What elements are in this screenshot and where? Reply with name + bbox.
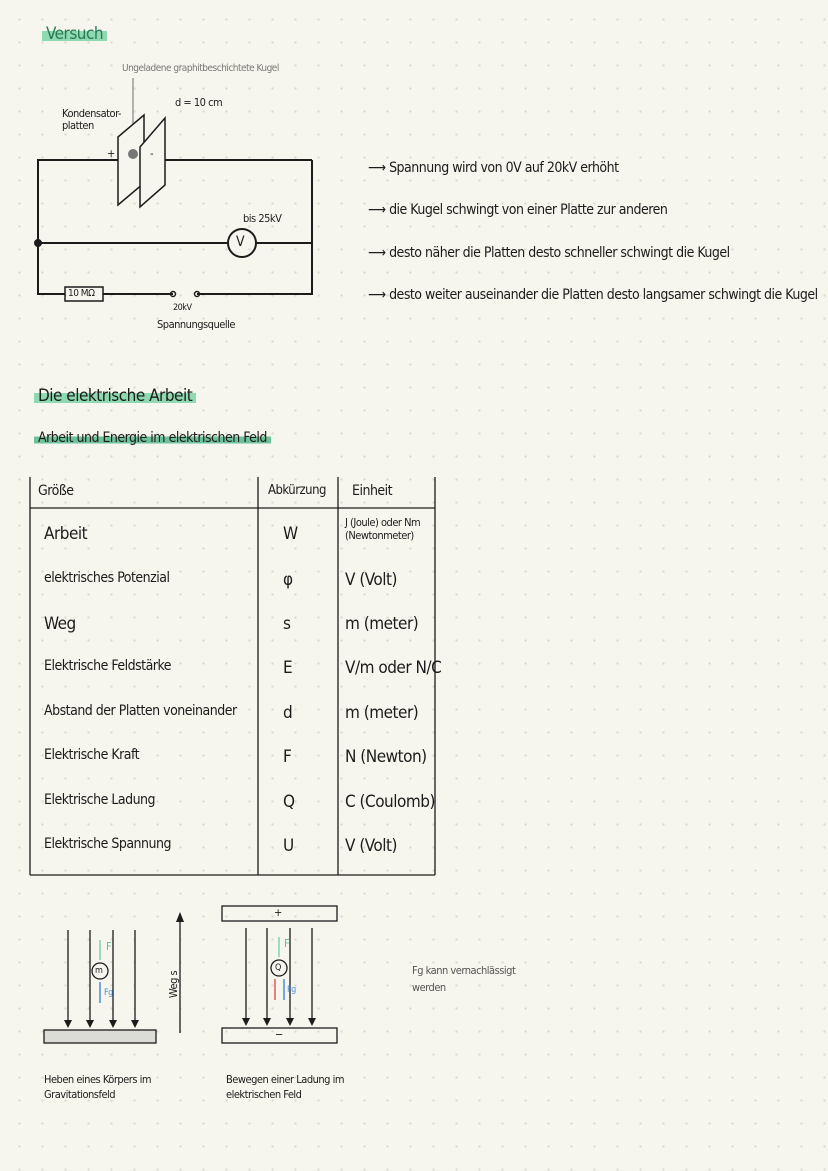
plus-sign: + (107, 147, 115, 160)
symbol-cell: φ (283, 570, 293, 590)
source-voltage: 20kV (173, 303, 192, 313)
quantity-cell: Elektrische Kraft (44, 747, 140, 763)
quantity-cell: Elektrische Ladung (44, 792, 156, 808)
quantity-cell: elektrisches Potenzial (44, 570, 170, 586)
header-cell: Abkürzung (268, 483, 326, 498)
note-item: ⟶ desto näher die Platten desto schneller schwingt die Kugel (368, 245, 730, 261)
section-title: Die elektrische Arbeit (34, 386, 196, 406)
title: Versuch (42, 24, 107, 44)
gravity-label: Fg (104, 988, 113, 998)
minus-sign: - (150, 147, 154, 160)
unit-cell: C (Coulomb) (345, 792, 435, 812)
quantity-cell: Arbeit (44, 524, 88, 544)
unit-cell: N (Newton) (345, 747, 427, 767)
unit-cell: V (Volt) (345, 570, 397, 590)
voltmeter-range: bis 25kV (243, 212, 282, 225)
note-item: ⟶ desto weiter auseinander die Platten desto langsamer schwingt die Kugel (368, 287, 818, 303)
symbol-cell: F (283, 747, 292, 767)
symbol-cell: d (283, 703, 293, 723)
symbol-cell: Q (283, 792, 295, 812)
weg-label: Weg s (167, 970, 181, 999)
ball-icon (128, 149, 138, 159)
charge-label: Q (275, 963, 281, 973)
symbol-cell: U (283, 836, 294, 856)
symbol-cell: E (283, 658, 293, 678)
plus-plate-label: + (274, 906, 282, 919)
mass-label: m (95, 966, 103, 976)
resistor-label: 10 MΩ (68, 288, 95, 299)
ball-label: Ungeladene graphitbeschichtete Kugel (122, 63, 279, 74)
distance-label: d = 10 cm (175, 96, 223, 109)
left-caption: Heben eines Körpers im Gravitationsfeld (44, 1073, 152, 1101)
fg-note: Fg kann vernachlässigt werden (412, 964, 516, 994)
quantity-cell: Elektrische Feldstärke (44, 658, 172, 674)
symbol-cell: s (283, 614, 291, 634)
minus-plate-label: − (275, 1028, 283, 1041)
unit-cell: J (Joule) oder Nm (Newtonmeter) (345, 516, 421, 542)
quantity-cell: Elektrische Spannung (44, 836, 171, 852)
force-label: F (106, 940, 112, 953)
note-item: ⟶ Spannung wird von 0V auf 20kV erhöht (368, 160, 619, 176)
force-label: F (284, 937, 290, 950)
subsection-title: Arbeit und Energie im elektrischen Feld (34, 430, 271, 446)
note-item: ⟶ die Kugel schwingt von einer Platte zur anderen (368, 202, 668, 218)
header-cell: Einheit (352, 483, 393, 499)
voltmeter-label: V (236, 234, 245, 250)
gravity-label: Fg (287, 985, 296, 995)
quantity-cell: Weg (44, 614, 76, 634)
source-label: Spannungsquelle (157, 318, 235, 331)
unit-cell: V/m oder N/C (345, 658, 442, 678)
quantity-cell: Abstand der Platten voneinander (44, 703, 237, 719)
header-cell: Größe (38, 483, 74, 499)
plates-label: Kondensator-platten (62, 107, 122, 132)
right-caption: Bewegen einer Ladung im elektrischen Feld (226, 1073, 344, 1101)
unit-cell: m (meter) (345, 703, 419, 723)
symbol-cell: W (283, 524, 298, 544)
unit-cell: V (Volt) (345, 836, 397, 856)
unit-cell: m (meter) (345, 614, 419, 634)
